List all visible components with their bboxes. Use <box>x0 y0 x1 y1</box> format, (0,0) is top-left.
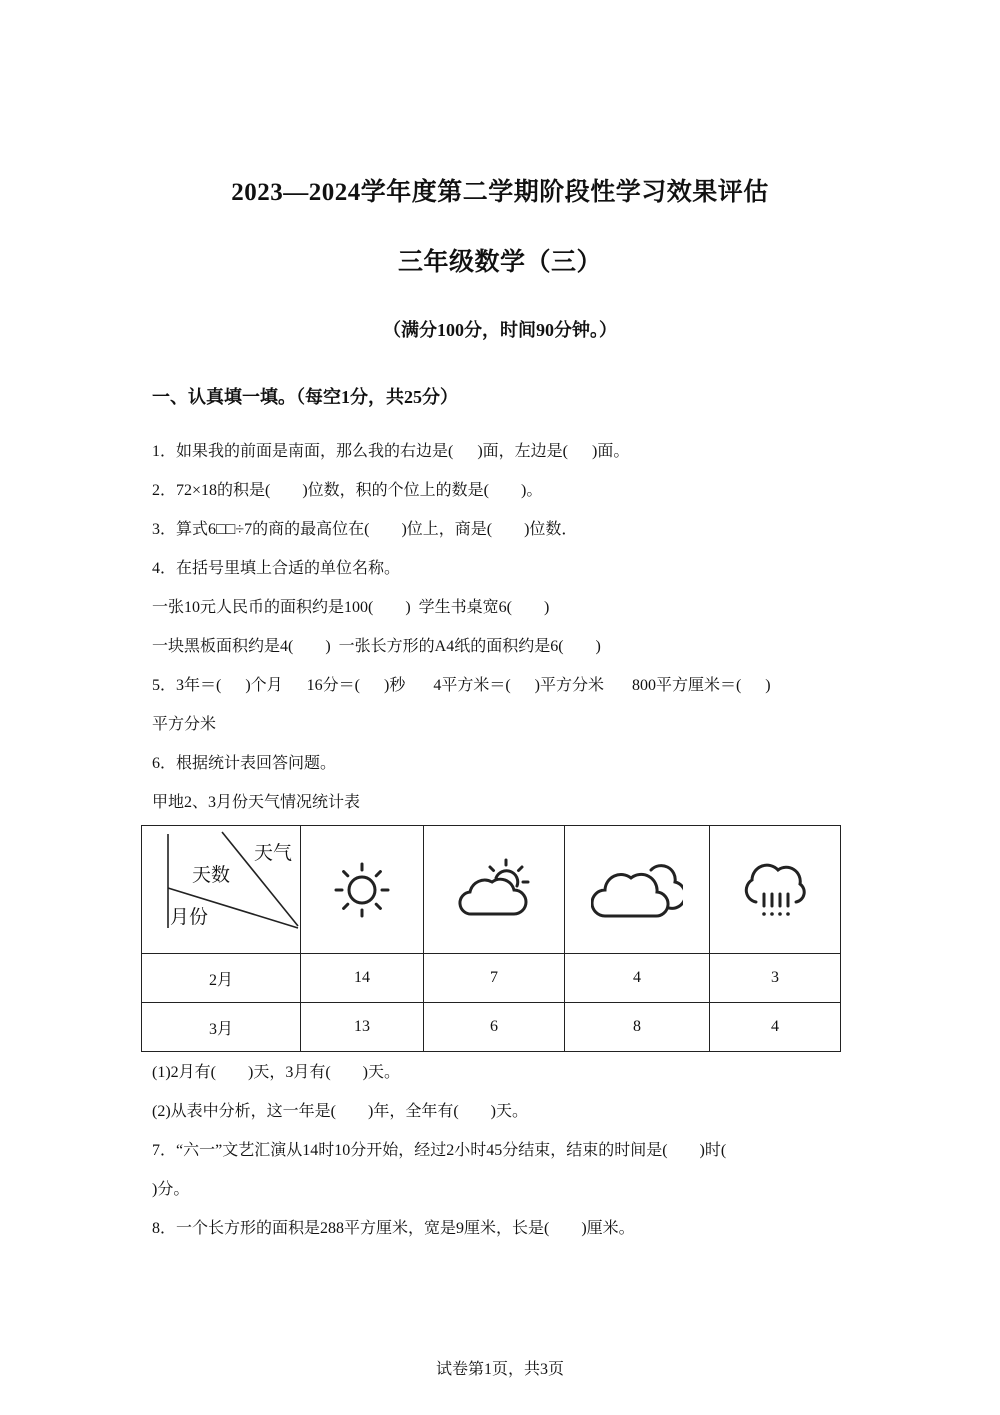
question-6-part-1: (1)2月有( )天，3月有( )天。 <box>152 1064 400 1081</box>
partly-cloudy-days-cell: 6 <box>423 1003 564 1052</box>
rain-days-cell: 3 <box>709 954 840 1003</box>
weather-table <box>141 825 841 1052</box>
partly-cloudy-header <box>423 826 564 954</box>
question-2: 2．72×18的积是( )位数，积的个位上的数是( )。 <box>152 482 543 499</box>
exam-title: 2023—2024学年度第二学期阶段性学习效果评估 <box>231 179 769 206</box>
cloudy-icon <box>591 856 683 924</box>
corner-label-days: 天数 <box>192 865 231 886</box>
sunny-days-cell: 13 <box>301 1003 424 1052</box>
partly-cloudy-icon <box>452 856 536 924</box>
corner-cell <box>142 826 301 954</box>
month-cell: 2月 <box>142 954 301 1003</box>
question-6: 6．根据统计表回答问题。 <box>152 755 337 772</box>
question-5: 5．3年＝( )个月 16分＝( )秒 4平方米＝( )平方分米 800平方厘米＝( ) <box>152 677 771 694</box>
partly-cloudy-days-cell: 7 <box>423 954 564 1003</box>
table-row <box>142 954 841 1003</box>
question-4-line-a: 一张10元人民币的面积约是100( ) 学生书桌宽6( ) <box>152 599 550 616</box>
sunny-icon <box>330 858 394 922</box>
cloudy-days-cell: 8 <box>564 1003 709 1052</box>
question-4-line-b: 一块黑板面积约是4( ) 一张长方形的A4纸的面积约是6( ) <box>152 638 601 655</box>
question-7-cont: )分。 <box>152 1181 190 1198</box>
question-4: 4．在括号里填上合适的单位名称。 <box>152 560 401 577</box>
corner-label-weather: 天气 <box>254 843 293 864</box>
rain-icon <box>738 856 812 924</box>
corner-label-month: 月份 <box>170 907 209 928</box>
page-footer: 试卷第1页，共3页 <box>435 1361 564 1378</box>
cloudy-days-cell: 4 <box>564 954 709 1003</box>
table-header-row <box>142 826 841 954</box>
exam-subtitle: 三年级数学（三） <box>397 249 602 276</box>
sunny-header <box>301 826 424 954</box>
question-7: 7．“六一”文艺汇演从14时10分开始，经过2小时45分结束，结束的时间是( )时( <box>152 1142 727 1159</box>
question-5-cont: 平方分米 <box>152 716 217 733</box>
table-row <box>142 1003 841 1052</box>
question-6-part-2: (2)从表中分析，这一年是( )年，全年有( )天。 <box>152 1103 528 1120</box>
table-caption: 甲地2、3月份天气情况统计表 <box>152 794 361 811</box>
rain-header <box>709 826 840 954</box>
exam-note: （满分100分，时间90分钟。） <box>383 320 617 340</box>
month-cell: 3月 <box>142 1003 301 1052</box>
question-3: 3．算式6□□÷7的商的最高位在( )位上，商是( )位数． <box>152 521 578 538</box>
question-8: 8．一个长方形的面积是288平方厘米，宽是9厘米，长是( )厘米。 <box>152 1220 635 1237</box>
question-1: 1．如果我的前面是南面，那么我的右边是( )面，左边是( )面。 <box>152 443 630 460</box>
cloudy-header <box>564 826 709 954</box>
section-heading: 一、认真填一填。（每空1分，共25分） <box>152 387 458 407</box>
sunny-days-cell: 14 <box>301 954 424 1003</box>
rain-days-cell: 4 <box>709 1003 840 1052</box>
